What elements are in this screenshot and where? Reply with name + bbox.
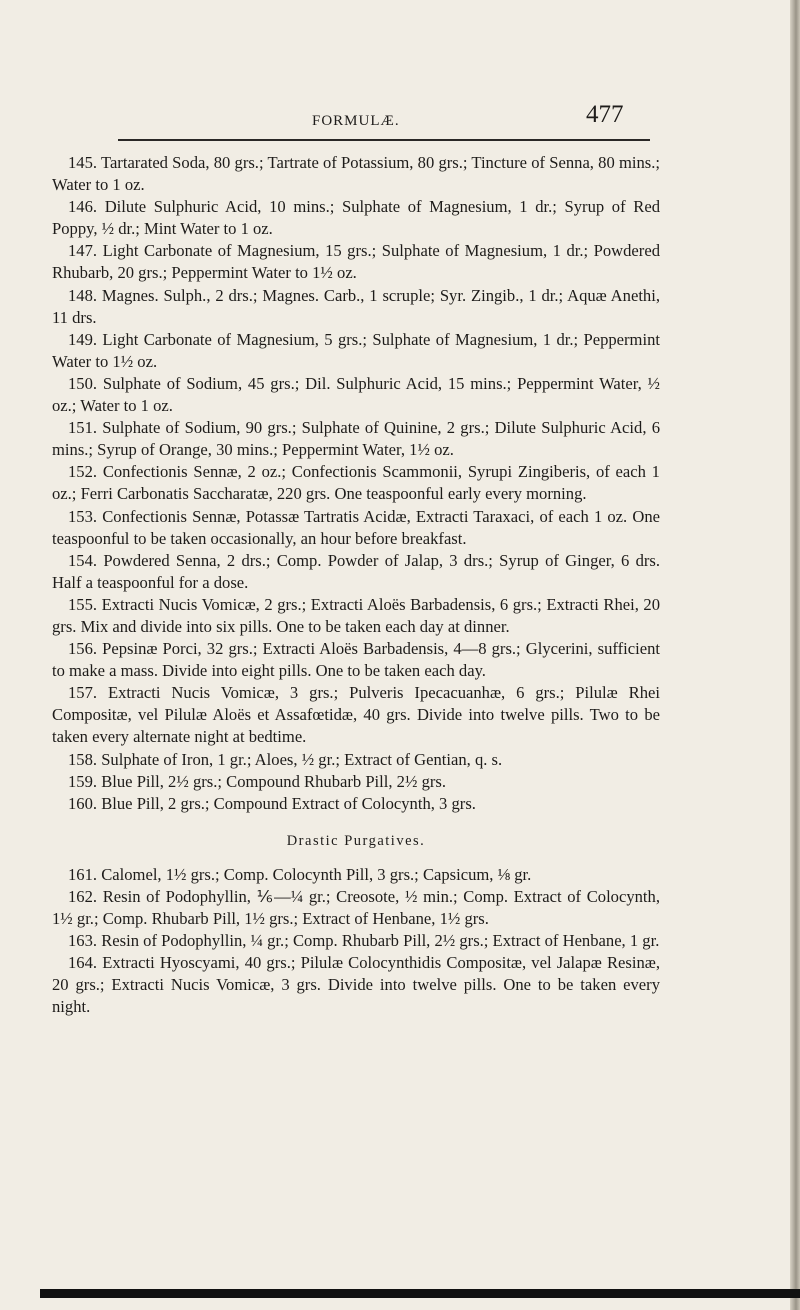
formula-text: Resin of Podophyllin, ¼ gr.; Comp. Rhubarb Pill, 2½ grs.; Extract of Henbane, 1 gr. xyxy=(101,931,660,951)
formula-number: 148. xyxy=(68,285,98,305)
formula-text: Extracti Hyoscyami, 40 grs.; Pilulæ Colocynthidis Compositæ, vel Jalapæ Resinæ, 20 grs.; Extracti Nucis Vomicæ, 3 grs. Divide into twelve pills. One to be taken every night. xyxy=(52,953,660,1017)
formula-number: 164. xyxy=(68,953,98,973)
formula-text: Sulphate of Sodium, 45 grs.; Dil. Sulphuric Acid, 15 mins.; Peppermint Water, ½ oz.; Water to 1 oz. xyxy=(52,373,660,416)
formula-number: 150. xyxy=(68,373,98,393)
formula-number: 158. xyxy=(68,749,98,769)
formula-entry xyxy=(52,329,660,373)
formula-number: 159. xyxy=(68,771,98,791)
formula-entry xyxy=(52,550,660,594)
formula-number: 151. xyxy=(68,418,98,438)
formula-number: 154. xyxy=(68,550,98,570)
formula-number: 152. xyxy=(68,462,98,482)
formula-text: Blue Pill, 2½ grs.; Compound Rhubarb Pill, 2½ grs. xyxy=(101,771,447,791)
formula-text: Extracti Nucis Vomicæ, 3 grs.; Pulveris Ipecacuanhæ, 6 grs.; Pilulæ Rhei Compositæ, vel Pilulæ Aloës et Assafœtidæ, 40 grs. Divide into twelve pills. Two to be taken every alternate night at bedtime. xyxy=(52,683,660,747)
formula-text: Light Carbonate of Magnesium, 15 grs.; Sulphate of Magnesium, 1 dr.; Powdered Rhubarb, 20 grs.; Peppermint Water to 1½ oz. xyxy=(52,241,660,283)
formula-number: 162. xyxy=(68,887,98,906)
body-text xyxy=(52,152,660,1019)
formula-text: Calomel, 1½ grs.; Comp. Colocynth Pill, 3 grs.; Capsicum, ⅛ gr. xyxy=(101,864,532,884)
formula-entry xyxy=(52,771,660,793)
formula-number: 156. xyxy=(68,639,98,659)
header-rule xyxy=(118,139,650,141)
formula-entry xyxy=(52,682,660,748)
formula-text: Confectionis Sennæ, Potassæ Tartratis Acidæ, Extracti Taraxaci, of each 1 oz. One teaspoonful to be taken occasionally, an hour before breakfast. xyxy=(52,506,660,548)
formula-text: Sulphate of Iron, 1 gr.; Aloes, ½ gr.; Extract of Gentian, q. s. xyxy=(101,749,503,769)
formula-entry xyxy=(52,196,660,240)
formula-number: 157. xyxy=(68,683,98,703)
formula-number: 149. xyxy=(68,329,98,349)
formula-entry xyxy=(52,594,660,638)
formula-number: 161. xyxy=(68,864,98,884)
formula-entry xyxy=(52,864,660,886)
formula-list-drastic-purgatives xyxy=(52,864,660,1019)
formula-text: Powdered Senna, 2 drs.; Comp. Powder of Jalap, 3 drs.; Syrup of Ginger, 6 drs. Half a teaspoonful for a dose. xyxy=(52,550,660,592)
formula-number: 153. xyxy=(68,506,98,526)
formula-text: Light Carbonate of Magnesium, 5 grs.; Sulphate of Magnesium, 1 dr.; Peppermint Water to 1½ oz. xyxy=(52,329,660,371)
formula-number: 146. xyxy=(68,197,98,217)
formula-text: Extracti Nucis Vomicæ, 2 grs.; Extracti Aloës Barbadensis, 6 grs.; Extracti Rhei, 20 grs. Mix and divide into six pills. One to be taken each day at dinner. xyxy=(52,594,660,636)
formula-number: 163. xyxy=(68,931,98,951)
formula-number: 147. xyxy=(68,241,98,261)
formula-entry xyxy=(52,240,660,284)
formula-entry xyxy=(52,886,660,930)
formula-entry xyxy=(52,793,660,815)
formula-entry xyxy=(52,461,660,505)
formula-number: 145. xyxy=(68,153,98,172)
formula-text: Dilute Sulphuric Acid, 10 mins.; Sulphate of Magnesium, 1 dr.; Syrup of Red Poppy, ½ dr.; Mint Water to 1 oz. xyxy=(52,197,660,239)
formula-text: Confectionis Sennæ, 2 oz.; Confectionis Scammonii, Syrupi Zingiberis, of each 1 oz.; Ferri Carbonatis Saccharatæ, 220 grs. One teaspoonful early every morning. xyxy=(52,462,660,504)
formula-text: Resin of Podophyllin, ⅙—¼ gr.; Creosote, ½ min.; Comp. Extract of Colocynth, 1½ gr.; Comp. Rhubarb Pill, 1½ grs.; Extract of Henbane, 1½ grs. xyxy=(52,887,660,929)
formula-entry xyxy=(52,152,660,196)
formula-text: Pepsinæ Porci, 32 grs.; Extracti Aloës Barbadensis, 4—8 grs.; Glycerini, sufficient to make a mass. Divide into eight pills. One to be taken each day. xyxy=(52,639,660,681)
formula-text: Magnes. Sulph., 2 drs.; Magnes. Carb., 1 scruple; Syr. Zingib., 1 dr.; Aquæ Anethi, 11 drs. xyxy=(52,285,660,327)
formula-number: 155. xyxy=(68,594,98,614)
formula-entry xyxy=(52,373,660,417)
formula-entry xyxy=(52,417,660,461)
page-edge xyxy=(790,0,800,1310)
formula-entry xyxy=(52,638,660,682)
formula-entry xyxy=(52,285,660,329)
formula-number: 160. xyxy=(68,793,98,813)
section-heading: Drastic Purgatives. xyxy=(286,832,426,849)
formula-entry xyxy=(52,952,660,1018)
bottom-edge-bar xyxy=(40,1289,800,1298)
formula-entry xyxy=(52,930,660,952)
formula-text: Blue Pill, 2 grs.; Compound Extract of Colocynth, 3 grs. xyxy=(101,793,476,813)
formula-entry xyxy=(52,749,660,771)
page-number: 477 xyxy=(586,101,624,128)
formula-text: Tartarated Soda, 80 grs.; Tartrate of Potassium, 80 grs.; Tincture of Senna, 80 mins.; Water to 1 oz. xyxy=(52,153,660,195)
formula-entry xyxy=(52,506,660,550)
formula-list-laxatives xyxy=(52,152,660,815)
formula-text: Sulphate of Sodium, 90 grs.; Sulphate of Quinine, 2 grs.; Dilute Sulphuric Acid, 6 mins.; Syrup of Orange, 30 mins.; Peppermint Water, 1½ oz. xyxy=(52,418,660,460)
running-title: FORMULÆ. xyxy=(312,113,400,129)
